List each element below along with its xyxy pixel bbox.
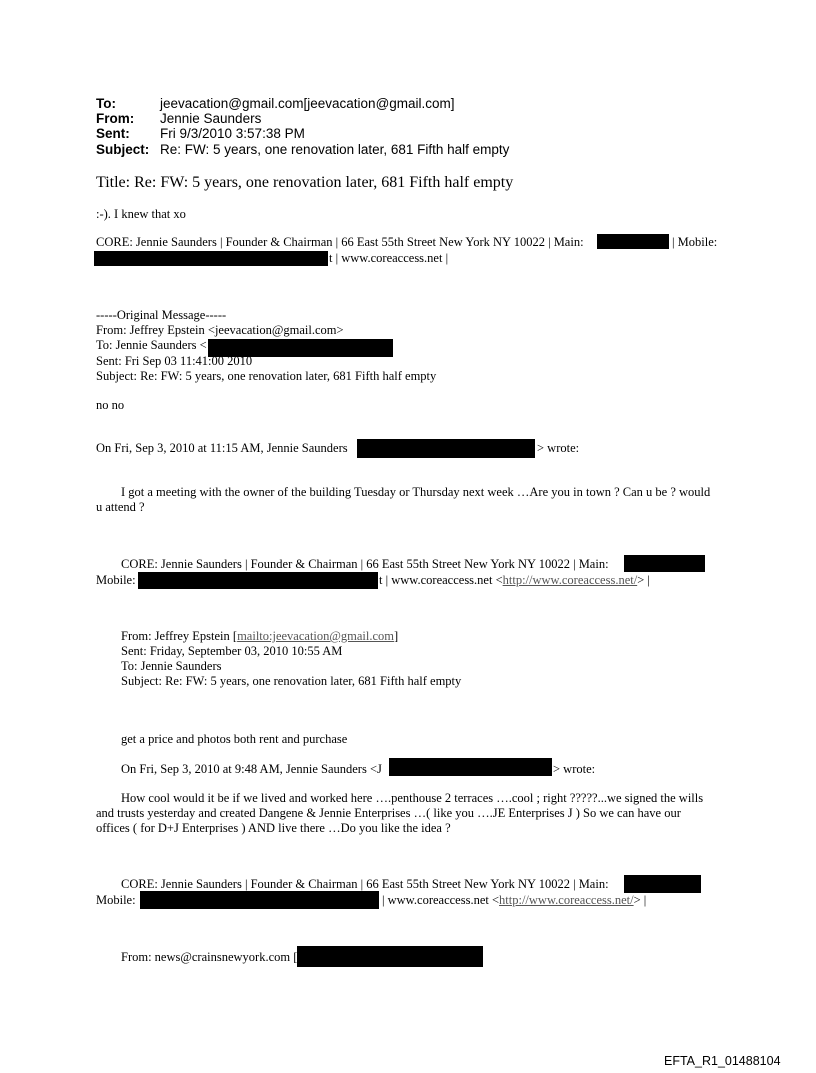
sent-label: Sent: [96,126,130,141]
original-to: To: Jennie Saunders < [96,338,207,352]
subject-value: Re: FW: 5 years, one renovation later, 681 Fifth half empty [160,142,510,157]
from-value: Jennie Saunders [160,111,262,126]
quote-2-body-line-3: offices ( for D+J Enterprises ) AND live there …Do you like the idea ? [96,821,451,835]
forward-1-from: From: Jeffrey Epstein [mailto:jeevacation@gmail.com] [121,629,399,643]
signature-2-line-1: CORE: Jennie Saunders | Founder & Chairman | 66 East 55th Street New York NY 10022 | Main: [121,557,609,571]
mailto-link[interactable]: mailto:jeevacation@gmail.com [237,629,395,643]
reply-text-1: :-). I knew that xo [96,207,186,221]
quote-1-body-line-1: I got a meeting with the owner of the building Tuesday or Thursday next week …Are you in town ? Can u be ? would [121,485,711,499]
signature-3-line-1: CORE: Jennie Saunders | Founder & Chairman | 66 East 55th Street New York NY 10022 | Main: [121,877,609,891]
forward-1-subject: Subject: Re: FW: 5 years, one renovation later, 681 Fifth half empty [121,674,462,688]
to-label: To: [96,96,116,111]
redaction-box [597,234,669,249]
signature-3-tail: | www.coreaccess.net <http://www.coreaccess.net/> | [382,893,647,907]
from-label: From: [96,111,135,126]
quote-2-body-line-2: and trusts yesterday and created Dangene & Jennie Enterprises …( like you ….JE Enterprises J ) So we can have our [96,806,681,820]
sent-value: Fri 9/3/2010 3:57:38 PM [160,126,305,141]
signature-1-mobile: | Mobile: [672,235,718,249]
signature-3-mobile: Mobile: [96,893,136,907]
redaction-box [297,946,483,967]
forward-1-to: To: Jennie Saunders [121,659,222,673]
quote-1-body-line-2: u attend ? [96,500,145,514]
coreaccess-link[interactable]: http://www.coreaccess.net/ [499,893,634,907]
original-sent: Sent: Fri Sep 03 11:41:00 2010 [96,354,253,368]
signature-2-mobile: Mobile: [96,573,136,587]
reply-text-3: get a price and photos both rent and purchase [121,732,348,746]
quote-2-wrote: > wrote: [553,762,596,776]
quote-1-header: On Fri, Sep 3, 2010 at 11:15 AM, Jennie Saunders [96,441,348,455]
redaction-box [94,251,328,266]
document-title: Title: Re: FW: 5 years, one renovation later, 681 Fifth half empty [96,174,514,191]
redaction-box [624,555,705,572]
signature-2-tail: t | www.coreaccess.net <http://www.coreaccess.net/> | [379,573,650,587]
signature-1-line-2: t | www.coreaccess.net | [329,251,449,265]
redaction-box [389,758,552,776]
coreaccess-link[interactable]: http://www.coreaccess.net/ [502,573,638,587]
quote-2-body-line-1: How cool would it be if we lived and worked here ….penthouse 2 terraces ….cool ; right ?????...we signed the wills [121,791,704,805]
original-subject: Subject: Re: FW: 5 years, one renovation later, 681 Fifth half empty [96,369,437,383]
quote-2-header: On Fri, Sep 3, 2010 at 9:48 AM, Jennie Saunders <J [121,762,382,776]
signature-1-line-1: CORE: Jennie Saunders | Founder & Chairman | 66 East 55th Street New York NY 10022 | Main: [96,235,584,249]
redaction-box [624,875,701,893]
document-id: EFTA_R1_01488104 [664,1054,781,1068]
original-from: From: Jeffrey Epstein <jeevacation@gmail.com> [96,323,344,337]
redaction-box [140,891,379,909]
subject-label: Subject: [96,142,150,157]
to-value: jeevacation@gmail.com[jeevacation@gmail.com] [160,96,455,111]
quote-1-wrote: > wrote: [537,441,580,455]
forward-1-sent: Sent: Friday, September 03, 2010 10:55 AM [121,644,343,658]
reply-text-2: no no [96,398,125,412]
original-message-marker: -----Original Message----- [96,308,227,322]
redaction-box [357,439,535,458]
forward-2-from: From: news@crainsnewyork.com [ [121,950,298,964]
redaction-box [138,572,378,589]
